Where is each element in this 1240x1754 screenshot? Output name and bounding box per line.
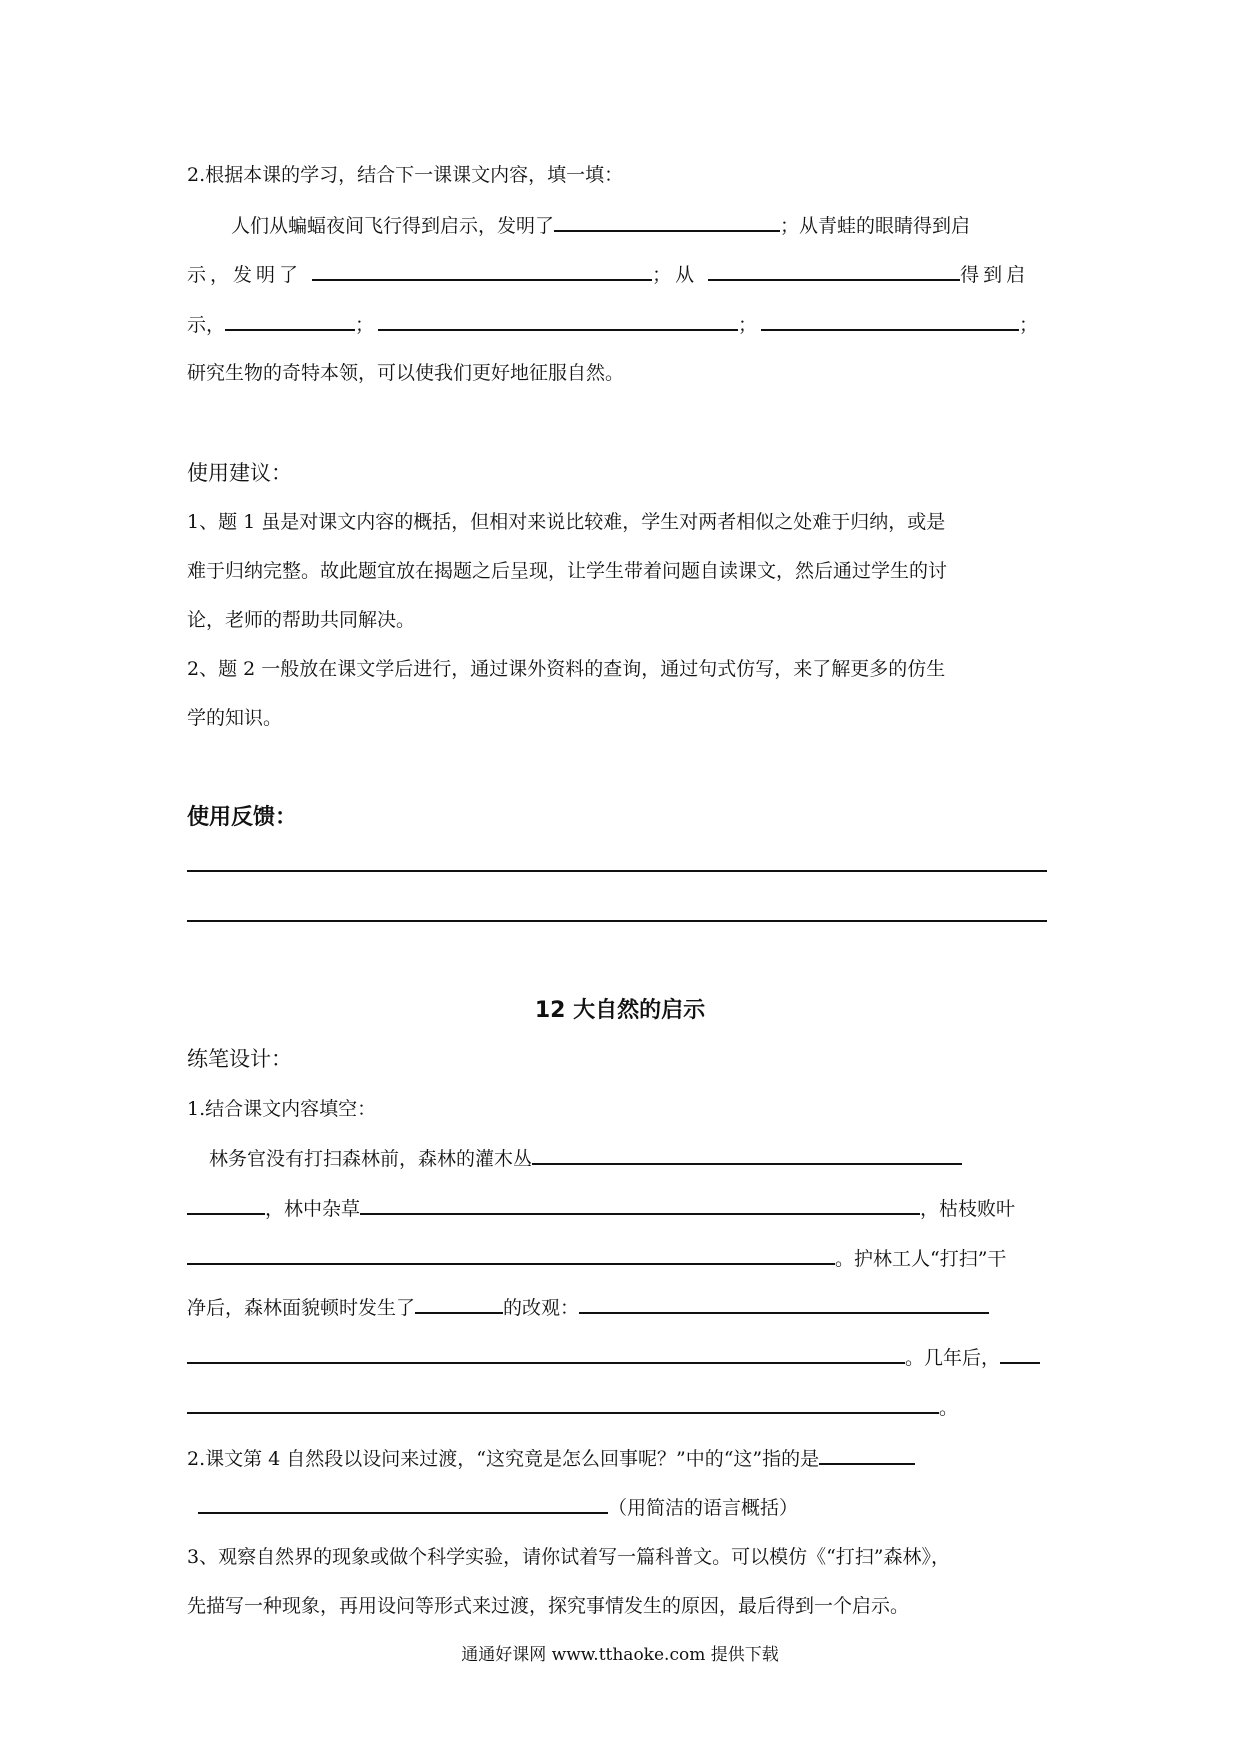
lesson-q1-title: 1.结合课文内容填空： xyxy=(187,1098,377,1120)
feedback-heading: 使用反馈： xyxy=(187,805,298,830)
blank-invention-a[interactable] xyxy=(225,309,355,331)
q1-text-change: 净后，森林面貌顿时发生了 xyxy=(187,1297,416,1319)
suggestion-2-line-1: 2、题 2 一般放在课文学后进行，通过课外资料的查询，通过句式仿写，来了解更多的仿生 xyxy=(187,658,946,680)
blank-bat-invention[interactable] xyxy=(554,210,780,232)
lesson-q1-line-2 xyxy=(187,1193,1015,1221)
q2-text-inspire: 得到启 xyxy=(960,264,1030,286)
q2-text-from: ；从 xyxy=(652,264,699,286)
lesson-q3-line-2: 先描写一种现象，再用设问等形式来过渡，探究事情发生的原因，最后得到一个启示。 xyxy=(187,1595,910,1617)
suggestion-1-line-3: 论，老师的帮助共同解决。 xyxy=(187,609,416,631)
lesson-q1-line-4 xyxy=(187,1292,989,1320)
feedback-line-2[interactable] xyxy=(187,920,1047,922)
question-2-line-3 xyxy=(187,309,1038,337)
q2-sep-3: ； xyxy=(1019,314,1039,336)
q1-text-weeds: ，林中杂草 xyxy=(265,1198,361,1220)
q2-text-frog: ；从青蛙的眼睛得到启 xyxy=(780,215,971,237)
q1-text-shrubs: 林务官没有打扫森林前，森林的灌木丛 xyxy=(209,1148,533,1170)
blank-change-desc-cont[interactable] xyxy=(187,1342,905,1364)
blank-frog-invention[interactable] xyxy=(312,259,652,281)
q2-sep-1: ； xyxy=(355,314,375,336)
q2-text-bat: 人们从蝙蝠夜间飞行得到启示，发明了 xyxy=(231,215,555,237)
q1-text-years: 。几年后， xyxy=(905,1347,1001,1369)
lesson-q1-line-6 xyxy=(187,1392,958,1420)
blank-source-animal[interactable] xyxy=(708,259,960,281)
q2-text-hint: （用简洁的语言概括） xyxy=(608,1497,799,1519)
q1-text-clean: 。护林工人“打扫”干 xyxy=(835,1248,1007,1270)
suggestions-heading: 使用建议： xyxy=(187,461,292,485)
lesson-q3-line-1: 3、观察自然界的现象或做个科学实验，请你试着写一篇科普文。可以模仿《“打扫”森林》， xyxy=(187,1546,951,1568)
suggestion-1-line-1: 1、题 1 虽是对课文内容的概括，但相对来说比较难，学生对两者相似之处难于归纳，或是 xyxy=(187,511,946,533)
blank-change-desc[interactable] xyxy=(579,1292,989,1314)
lesson-q1-line-1 xyxy=(209,1143,962,1171)
blank-shrubs[interactable] xyxy=(532,1143,962,1165)
suggestion-1-line-2: 难于归纳完整。故此题宜放在揭题之后呈现，让学生带着问题自读课文，然后通过学生的讨 xyxy=(187,560,948,582)
question-2-line-1 xyxy=(231,210,970,238)
q1-text-change-desc: 的改观： xyxy=(503,1297,580,1319)
blank-this-refers-cont[interactable] xyxy=(198,1492,608,1514)
blank-shrubs-cont[interactable] xyxy=(187,1193,265,1215)
q2-sep-2: ； xyxy=(738,314,758,336)
q1-text-end: 。 xyxy=(939,1397,959,1419)
blank-invention-b[interactable] xyxy=(378,309,738,331)
q2-text-question: 2.课文第 4 自然段以设问来过渡，“这究竟是怎么回事呢？”中的“这”指的是 xyxy=(187,1448,820,1470)
question-2-title: 2.根据本课的学习，结合下一课课文内容，填一填： xyxy=(187,164,624,186)
blank-invention-c[interactable] xyxy=(761,309,1019,331)
question-2-line-4: 研究生物的奇特本领，可以使我们更好地征服自然。 xyxy=(187,362,625,384)
footer-text: 通通好课网 www.tthaoke.com 提供下载 xyxy=(461,1645,779,1665)
blank-this-refers[interactable] xyxy=(819,1443,915,1465)
blank-change-kind[interactable] xyxy=(415,1292,503,1314)
lesson-q2-line-2 xyxy=(198,1492,798,1520)
q1-text-leaves: ，枯枝败叶 xyxy=(920,1198,1016,1220)
q2-text-shi: 示， xyxy=(187,314,226,336)
blank-weeds[interactable] xyxy=(360,1193,920,1215)
blank-years-later[interactable] xyxy=(1000,1342,1040,1364)
lesson-q1-line-3 xyxy=(187,1243,1006,1271)
question-2-line-2 xyxy=(187,259,1029,287)
lesson-q1-line-5 xyxy=(187,1342,1040,1370)
blank-leaves[interactable] xyxy=(187,1243,835,1265)
lesson-q2-line-1 xyxy=(187,1443,915,1471)
blank-years-later-cont[interactable] xyxy=(187,1392,939,1414)
feedback-line-1[interactable] xyxy=(187,870,1047,872)
suggestion-2-line-2: 学的知识。 xyxy=(187,707,283,729)
q2-text-invented: 示，发明了 xyxy=(187,264,303,286)
lesson-title: 12 大自然的启示 xyxy=(534,998,706,1023)
design-heading: 练笔设计： xyxy=(187,1047,292,1071)
